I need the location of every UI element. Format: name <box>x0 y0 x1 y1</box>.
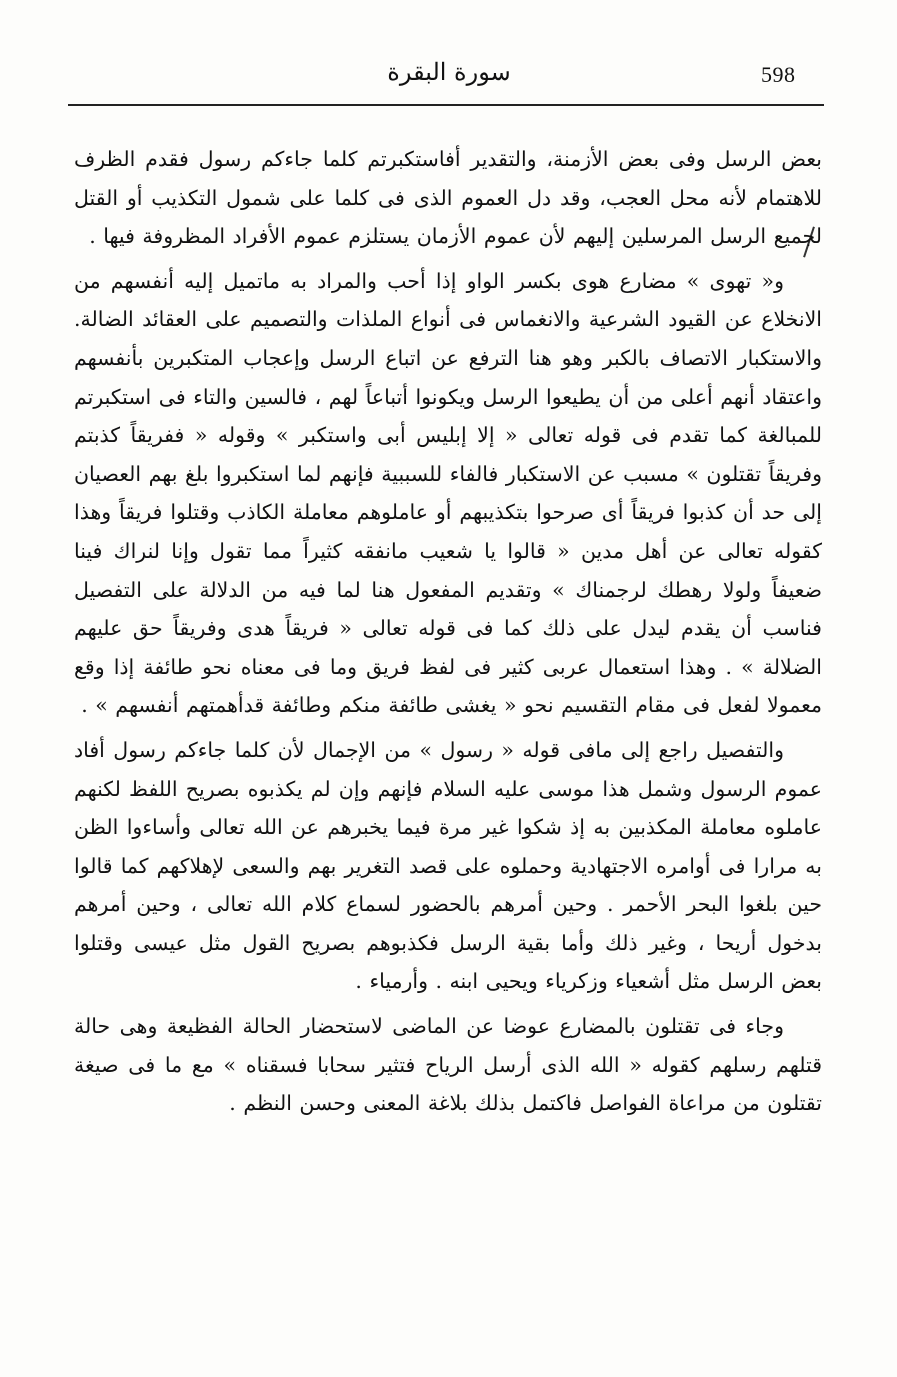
paragraph-4: وجاء فى تقتلون بالمضارع عوضا عن الماضى لاستحضار الحالة الفظيعة وهى حالة قتلهم رسلهم كقوله « الله الذى أرسل الرياح فتثير سحابا فسقناه » مع ما فى صيغة تقتلون من مراعاة الفواصل فاكتمل بذلك بلاغة المعنى وحسن النظم . <box>74 1014 822 1116</box>
body-text <box>74 140 822 1123</box>
paragraph-1: بعض الرسل وفى بعض الأزمنة، والتقدير أفاستكبرتم كلما جاءكم رسول فقدم الظرف للاهتمام لأنه محل العجب، وقد دل العموم الذى فى كلما على شمول التكذيب أو القتل لجميع الرسل المرسلين إليهم لأن عموم الأزمان يستلزم عموم الأفراد المظروفة فيها . <box>74 147 822 249</box>
running-title: سورة البقرة <box>387 58 511 86</box>
page-number: 598 <box>761 62 796 87</box>
page-header <box>66 52 822 102</box>
paragraph-2: و« تهوى » مضارع هوى بكسر الواو إذا أحب والمراد به ماتميل إليه أنفسهم من الانخلاع عن القيود الشرعية والانغماس فى أنواع الملذات والتصميم على العقائد الضالة. والاستكبار الاتصاف بالكبر وهو هنا الترفع عن اتباع الرسل وإعجاب المتكبرين بأنفسهم واعتقاد أنهم أعلى من أن يطيعوا الرسل ويكونوا أتباعاً لهم ، فالسين والتاء فى استكبرتم للمبالغة كما تقدم فى قوله تعالى « إلا إبليس أبى واستكبر » وقوله « ففريقاً كذبتم وفريقاً تقتلون » مسبب عن الاستكبار فالفاء للسببية فإنهم لما استكبروا بلغ بهم العصيان إلى حد أن كذبوا فريقاً أى صرحوا بتكذيبهم أو عاملوهم معاملة الكاذب وقتلوا فريقاً وهذا كقوله تعالى عن أهل مدين « قالوا يا شعيب مانفقه كثيراً مما تقول وإنا لنراك فينا ضعيفاً ولولا رهطك لرجمناك » وتقديم المفعول هنا لما فيه من الدلالة على التفصيل فناسب أن يقدم ليدل على ذلك كما فى قوله تعالى « فريقاً هدى وفريقاً حق عليهم الضلالة » . وهذا استعمال عربى كثير فى لفظ فريق وما فى معناه نحو طائفة إذا وقع معمولا لفعل فى مقام التقسيم نحو « يغشى طائفة منكم وطائفة قدأهمتهم أنفسهم » . <box>74 268 822 718</box>
header-divider <box>68 104 824 106</box>
paragraph-3: والتفصيل راجع إلى مافى قوله « رسول » من الإجمال لأن كلما جاءكم رسول أفاد عموم الرسول وشمل هذا موسى عليه السلام فإنهم وإن لم يكذبوه بصريح اللفظ لكنهم عاملوه معاملة المكذبين به إذ شكوا غير مرة فيما يخبرهم عن الله تعالى وأساءوا الظن به مرارا فى أوامره الاجتهادية وحملوه على قصد التغرير بهم والسعى لإهلاكهم كما قالوا حين بلغوا البحر الأحمر . وحين أمرهم بالحضور لسماع كلام الله تعالى ، وحين أمرهم بدخول أريحا ، وغير ذلك وأما بقية الرسل فكذبوهم بصريح القول مثل عيسى وقتلوا بعض الرسل مثل أشعياء وزكرياء ويحيى ابنه . وأرمياء . <box>74 737 822 994</box>
